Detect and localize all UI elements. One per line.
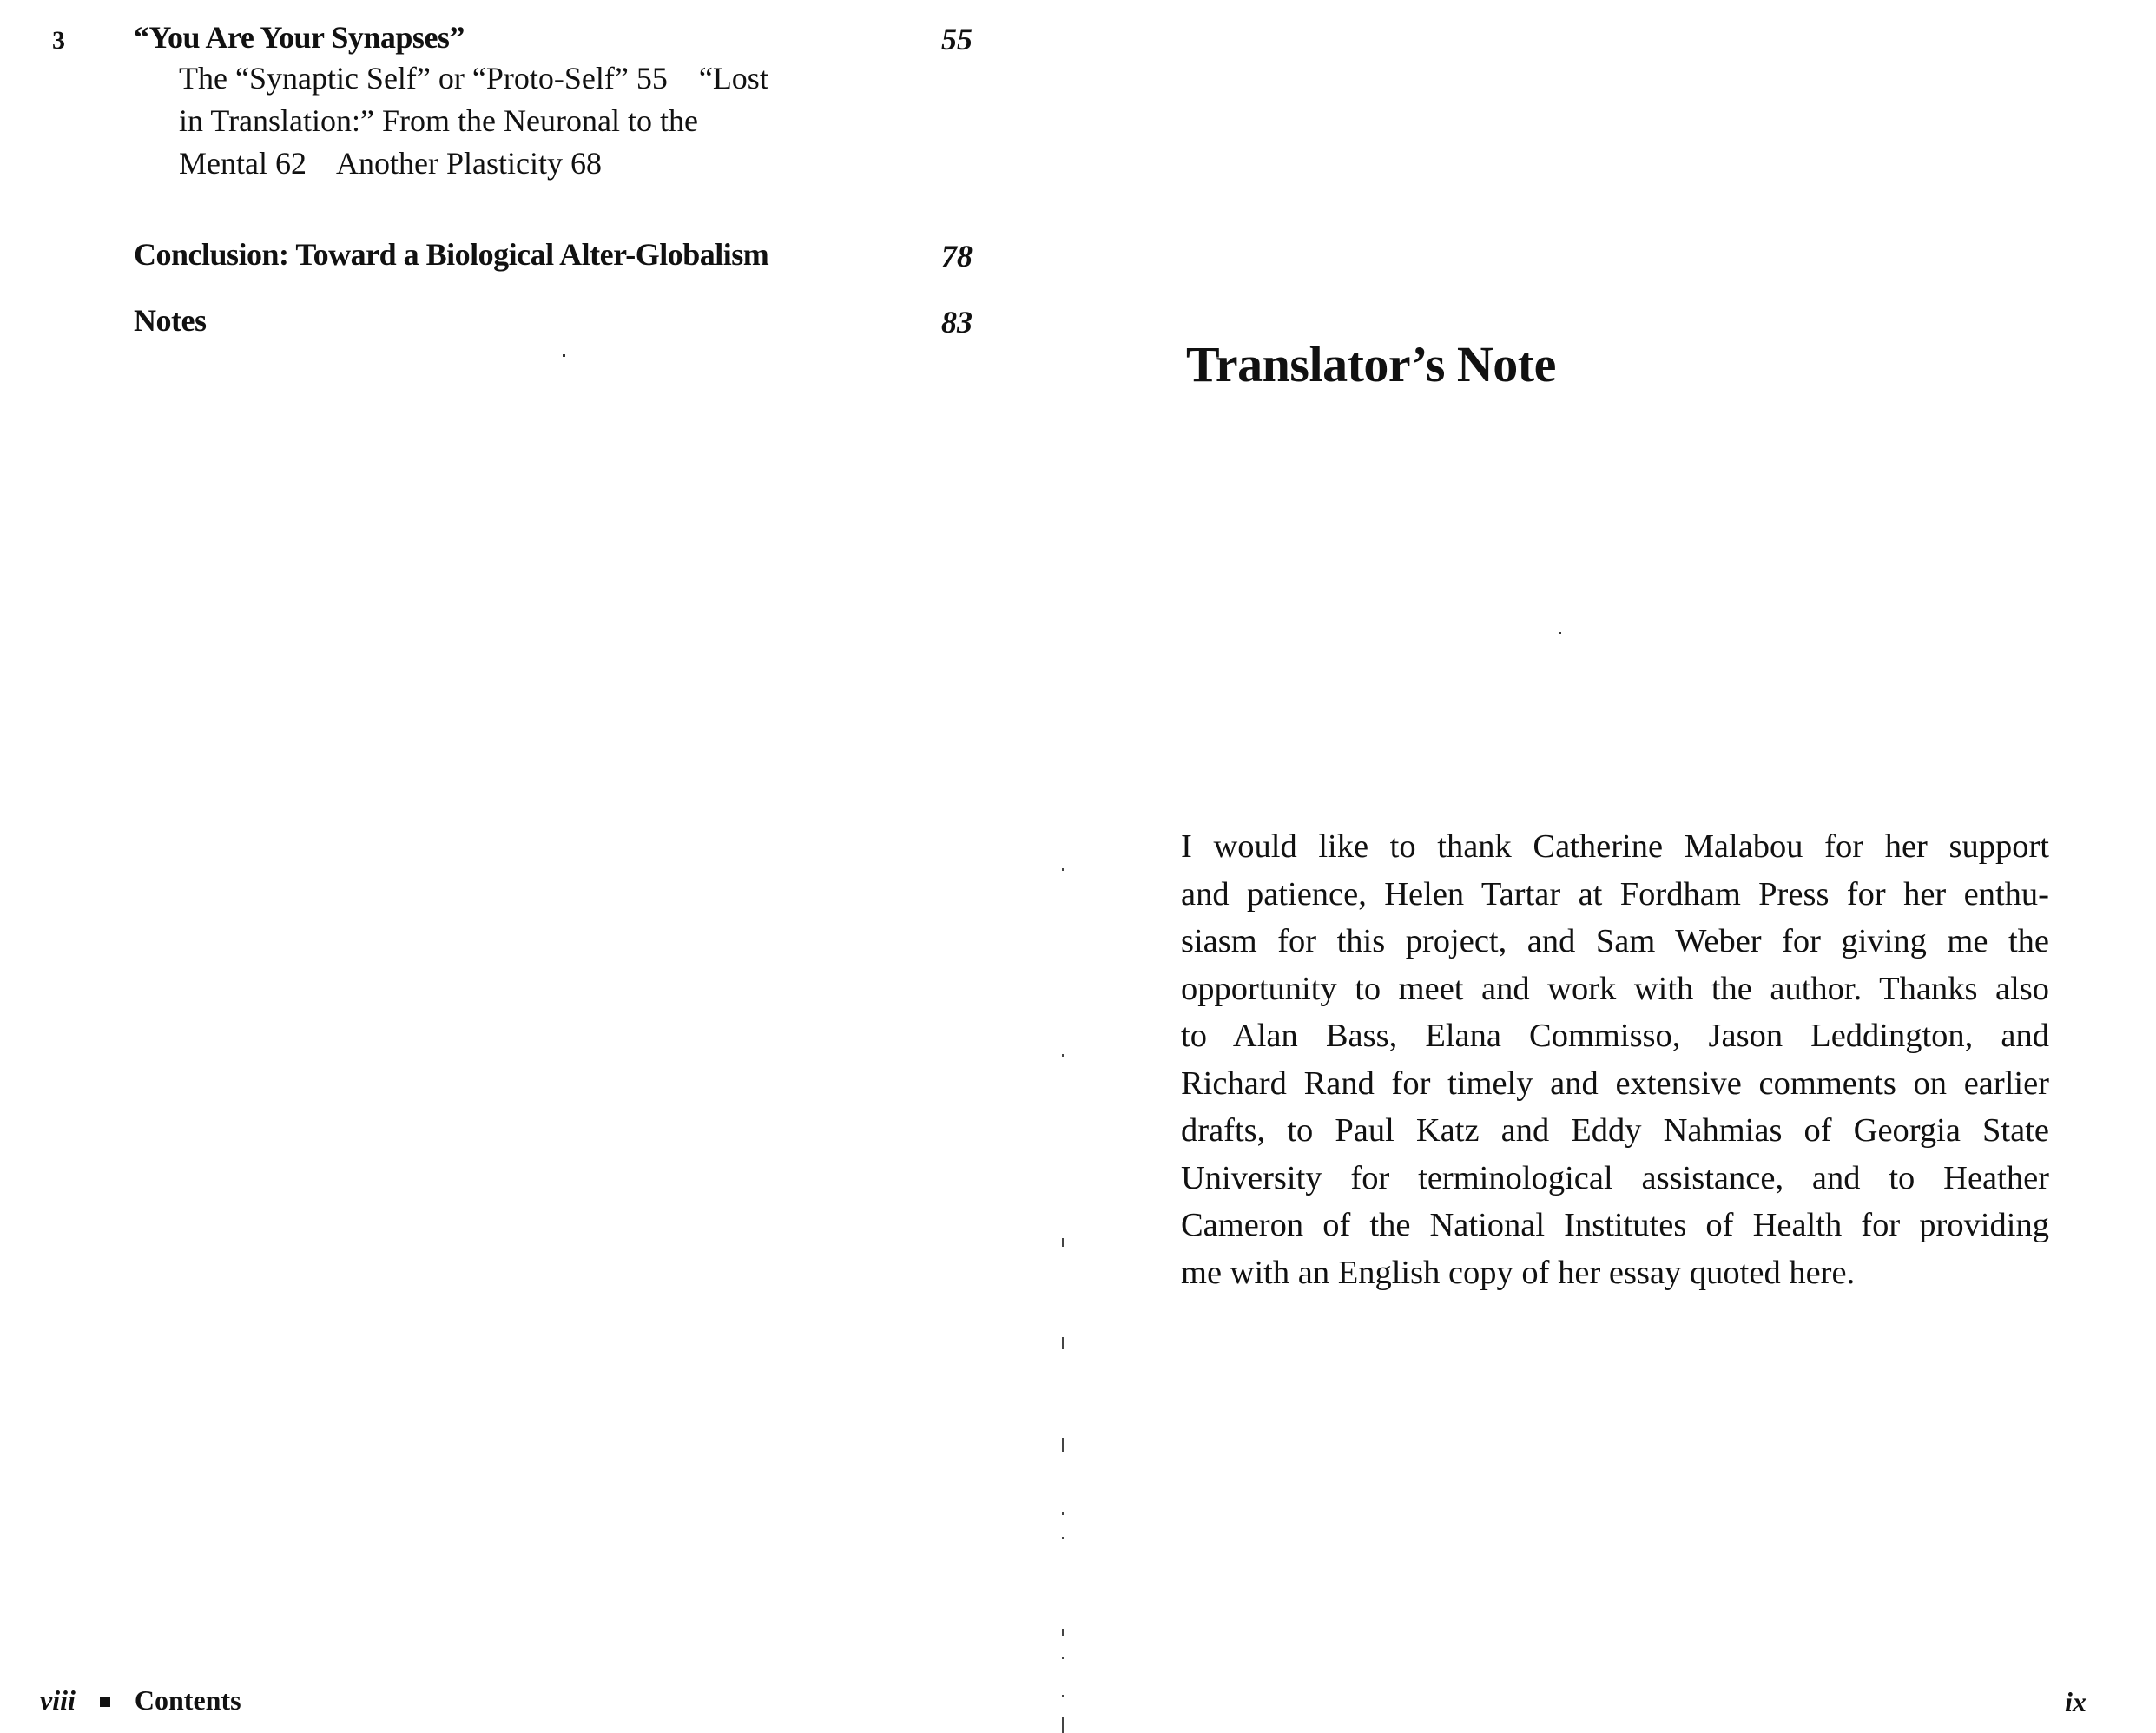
- toc-subentry-line: in Translation:” From the Neuronal to the: [179, 103, 698, 138]
- body-line: and patience, Helen Tartar at Fordham Press for her enthu-: [1181, 875, 2049, 913]
- toc-subentry-line: The “Synaptic Self” or “Proto-Self” 55 “Lost: [179, 61, 768, 96]
- gutter-mark: [1062, 1717, 1064, 1733]
- body-paragraph: [1181, 823, 2049, 1296]
- gutter-mark: [1062, 1629, 1064, 1636]
- body-line: siasm for this project, and Sam Weber for giving me the: [1181, 923, 2049, 959]
- gutter-mark: [1062, 1054, 1064, 1057]
- toc-entry-notes[interactable]: [52, 302, 973, 346]
- gutter-mark: [1062, 1238, 1064, 1247]
- toc-page-number: 55: [941, 22, 973, 56]
- toc-page-number: 78: [941, 239, 973, 273]
- page-title: Translator’s Note: [1186, 336, 1556, 392]
- toc-subentry-line: Mental 62 Another Plasticity 68: [179, 146, 602, 181]
- square-bullet-icon: [100, 1697, 110, 1707]
- toc-subentries: [179, 57, 926, 185]
- running-head: Contents: [134, 1684, 241, 1716]
- toc-page-number: 83: [941, 305, 973, 339]
- gutter-mark: [1062, 1337, 1064, 1349]
- toc-entry-conclusion[interactable]: [52, 236, 973, 280]
- body-line: University for terminological assistance, and to Heather: [1181, 1159, 2049, 1196]
- toc-chapter-title: “You Are Your Synapses”: [134, 20, 465, 55]
- body-line: me with an English copy of her essay quoted here.: [1181, 1254, 1856, 1291]
- toc-chapter-title: Notes: [134, 303, 207, 338]
- body-line: Cameron of the National Institutes of Health for providing: [1181, 1207, 2049, 1243]
- scan-speck: [1559, 632, 1561, 634]
- page-number: ix: [2065, 1686, 2087, 1717]
- scan-speck: [563, 354, 565, 357]
- gutter-mark: [1062, 1512, 1064, 1515]
- body-line: opportunity to meet and work with the author. Thanks also: [1181, 970, 2049, 1007]
- gutter-mark: [1062, 1438, 1064, 1452]
- toc-chapter-title: Conclusion: Toward a Biological Alter-Globalism: [134, 237, 769, 272]
- left-page: [0, 0, 1068, 1733]
- toc-entry-chapter-3[interactable]: [52, 19, 973, 193]
- page-folio-left: [40, 1684, 241, 1717]
- gutter-mark: [1062, 1695, 1064, 1697]
- gutter-mark: [1062, 1537, 1064, 1539]
- page-number: viii: [40, 1684, 76, 1716]
- body-line: drafts, to Paul Katz and Eddy Nahmias of Georgia State: [1181, 1112, 2049, 1149]
- body-line: I would like to thank Catherine Malabou for her support: [1181, 828, 2049, 865]
- toc-chapter-number: 3: [52, 26, 65, 55]
- gutter-mark: [1062, 868, 1064, 871]
- right-page: [1068, 0, 2156, 1733]
- body-line: Richard Rand for timely and extensive comments on earlier: [1181, 1064, 2049, 1102]
- gutter-mark: [1062, 1657, 1064, 1659]
- body-line: to Alan Bass, Elana Commisso, Jason Leddington, and: [1181, 1018, 2049, 1054]
